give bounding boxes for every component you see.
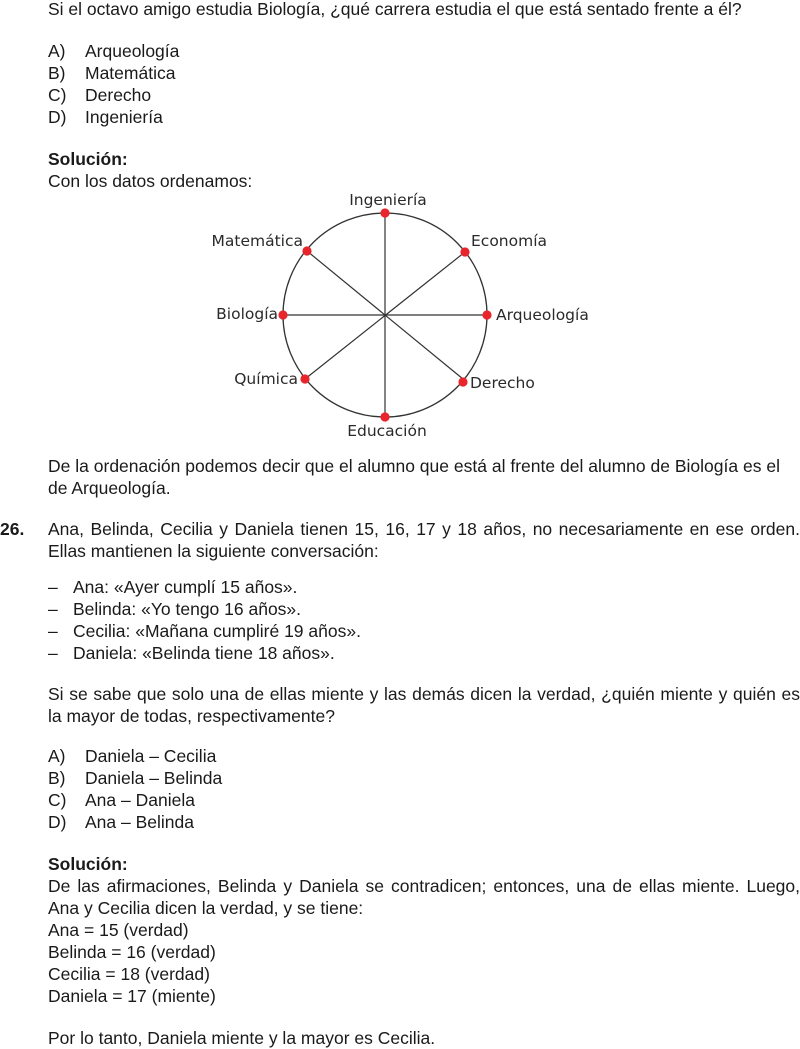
solution-text-26: De las afirmaciones, Belinda y Daniela se contradicen; entonces, una de ellas miente. Luego, Ana y Cecilia dicen la verdad, y se tiene: bbox=[48, 876, 800, 918]
result-ana: Ana = 15 (verdad) bbox=[48, 920, 189, 940]
result-belinda: Belinda = 16 (verdad) bbox=[48, 942, 216, 962]
statement-ana: – Ana: «Ayer cumplí 15 años». bbox=[48, 577, 298, 597]
label-top-right: Economía bbox=[471, 232, 548, 250]
option-b: B) Matemática bbox=[48, 63, 176, 83]
label-left: Biología bbox=[216, 305, 278, 323]
question-number: 26. bbox=[0, 519, 25, 539]
seat-dot-top bbox=[380, 208, 389, 217]
option-d-26: D) Ana – Belinda bbox=[48, 812, 194, 832]
label-top: Ingeniería bbox=[349, 191, 427, 209]
statement-daniela: – Daniela: «Belinda tiene 18 años». bbox=[48, 643, 335, 663]
seat-dot-left bbox=[278, 310, 287, 319]
label-top-left: Matemática bbox=[211, 232, 303, 250]
seat-dot-top-right bbox=[460, 247, 469, 256]
final-answer: Por lo tanto, Daniela miente y la mayor es Cecilia. bbox=[48, 1028, 436, 1048]
diagram-conclusion: De la ordenación podemos decir que el alumno que está al frente del alumno de Biología es el de Arqueología. bbox=[48, 456, 780, 498]
option-b-26: B) Daniela – Belinda bbox=[48, 768, 223, 788]
seat-dot-right bbox=[482, 310, 491, 319]
result-daniela: Daniela = 17 (miente) bbox=[48, 986, 216, 1006]
label-right: Arqueología bbox=[496, 306, 589, 324]
solution-heading: Solución: bbox=[48, 149, 128, 169]
option-d: D) Ingeniería bbox=[48, 107, 163, 127]
diameter-lines bbox=[283, 213, 487, 417]
label-bottom: Educación bbox=[347, 422, 427, 440]
label-bottom-left: Química bbox=[234, 370, 298, 388]
seat-dot-bottom-right bbox=[458, 377, 467, 386]
statement-cecilia: – Cecilia: «Mañana cumpliré 19 años». bbox=[48, 621, 361, 641]
question-prompt: Si se sabe que solo una de ellas miente y las demás dicen la verdad, ¿quién miente y quién es la mayor de todas, respectivamente? bbox=[48, 684, 800, 726]
question-stem-26: Ana, Belinda, Cecilia y Daniela tienen 15, 16, 17 y 18 años, no necesariamente en ese orden. Ellas mantienen la siguiente conversación: bbox=[48, 519, 800, 561]
solution-heading-26: Solución: bbox=[48, 854, 128, 874]
option-c-26: C) Ana – Daniela bbox=[48, 790, 195, 810]
question-stem: Si el octavo amigo estudia Biología, ¿qué carrera estudia el que está sentado frente a él? bbox=[48, 0, 742, 19]
seat-dot-top-left bbox=[302, 246, 311, 255]
seat-dot-bottom-left bbox=[300, 374, 309, 383]
seating-diagram bbox=[0, 185, 800, 445]
option-a: A) Arqueología bbox=[48, 41, 180, 61]
option-c: C) Derecho bbox=[48, 85, 152, 105]
seat-dot-bottom bbox=[380, 412, 389, 421]
option-a-26: A) Daniela – Cecilia bbox=[48, 746, 217, 766]
result-cecilia: Cecilia = 18 (verdad) bbox=[48, 964, 210, 984]
solution-intro: Con los datos ordenamos: bbox=[48, 171, 253, 191]
statement-belinda: – Belinda: «Yo tengo 16 años». bbox=[48, 599, 302, 619]
label-bottom-right: Derecho bbox=[470, 374, 535, 392]
